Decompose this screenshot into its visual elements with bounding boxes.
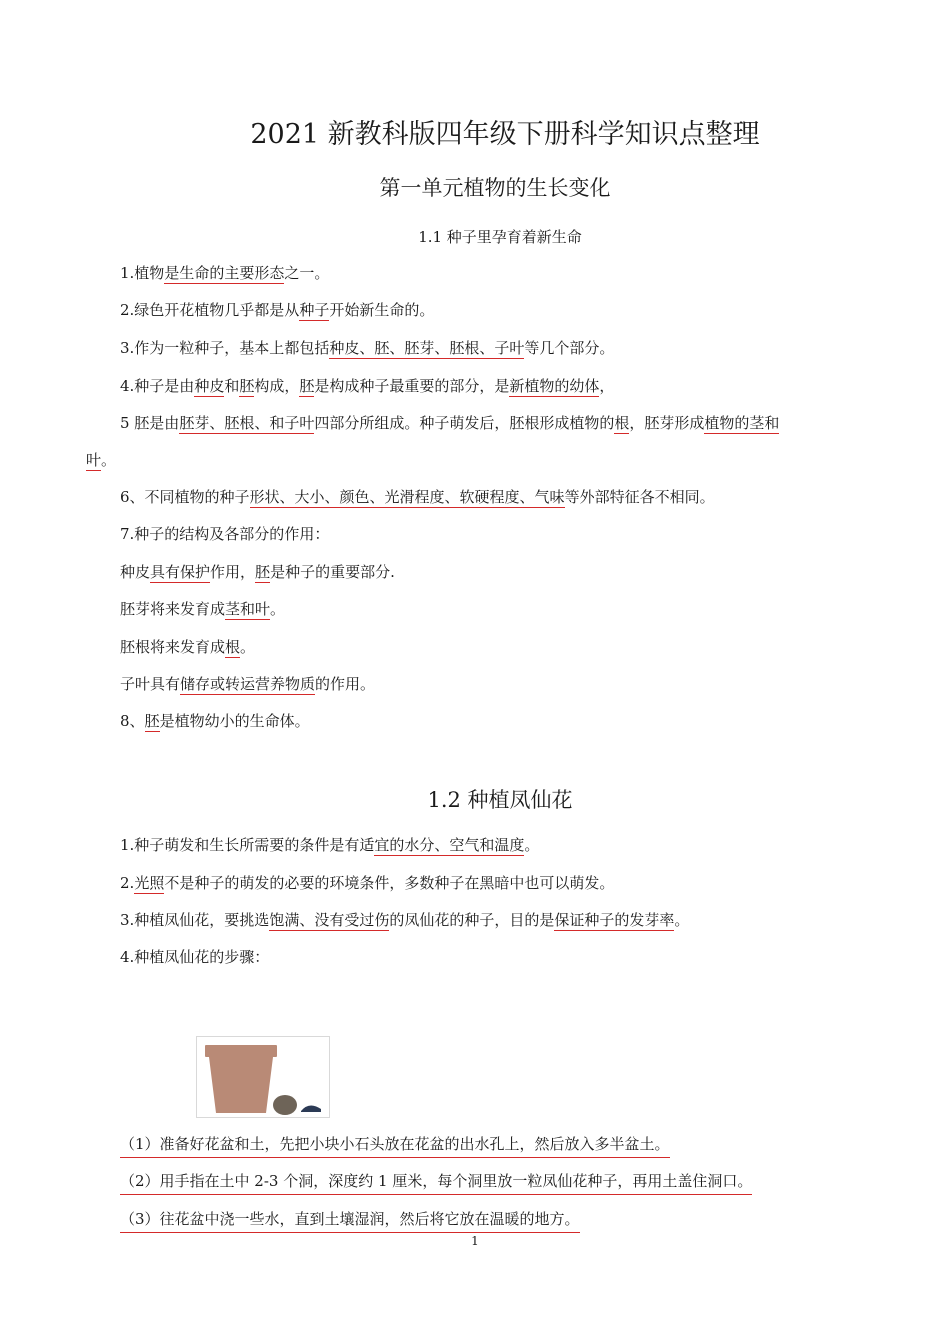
paragraph-1-2: 2.绿色开花植物几乎都是从种子开始新生命的。 <box>120 301 435 319</box>
lesson-2-heading: 1.2 种植凤仙花 <box>427 788 573 812</box>
paragraph-1-1: 1.植物是生命的主要形态之一。 <box>120 264 330 282</box>
page-number: 1 <box>471 1234 479 1248</box>
document-title: 2021 新教科版四年级下册科学知识点整理 <box>250 119 760 150</box>
paragraph-1-5-continued: 叶。 <box>86 451 117 469</box>
paragraph-1-12: 8、胚是植物幼小的生命体。 <box>120 712 310 730</box>
paragraph-2-2: 2.光照不是种子的萌发的必要的环境条件，多数种子在黑暗中也可以萌发。 <box>120 874 615 892</box>
step-1: （1）准备好花盆和土，先把小块小石头放在花盆的出水孔上，然后放入多半盆土。 <box>120 1133 670 1158</box>
paragraph-1-5: 5 胚是由胚芽、胚根、和子叶四部分所组成。种子萌发后，胚根形成植物的根，胚芽形成植物的茎和 <box>120 414 780 432</box>
paragraph-1-7: 7.种子的结构及各部分的作用： <box>120 525 330 543</box>
paragraph-1-8: 种皮具有保护作用，胚是种子的重要部分. <box>120 563 395 581</box>
paragraph-2-3: 3.种植凤仙花，要挑选饱满、没有受过伤的凤仙花的种子，目的是保证种子的发芽率。 <box>120 911 690 929</box>
pot-stone-seeds-icon <box>197 1037 329 1117</box>
pot-body <box>209 1057 273 1113</box>
paragraph-1-4: 4.种子是由种皮和胚构成，胚是构成种子最重要的部分，是新植物的幼体， <box>120 377 615 395</box>
paragraph-1-9: 胚芽将来发育成茎和叶。 <box>120 600 286 618</box>
paragraph-1-6: 6、不同植物的种子形状、大小、颜色、光滑程度、软硬程度、气味等外部特征各不相同。 <box>120 488 715 506</box>
flower-pot-illustration <box>196 1036 330 1118</box>
step-3: （3）往花盆中浇一些水，直到土壤湿润，然后将它放在温暖的地方。 <box>120 1208 580 1233</box>
unit-heading: 第一单元植物的生长变化 <box>379 176 611 200</box>
pot-rim <box>205 1045 277 1057</box>
step-2: （2）用手指在土中 2-3 个洞，深度约 1 厘米，每个洞里放一粒凤仙花种子，再用土盖住洞口。 <box>120 1170 752 1195</box>
seeds-icon <box>301 1105 321 1112</box>
paragraph-2-4: 4.种植凤仙花的步骤： <box>120 948 270 966</box>
stone-icon <box>273 1095 297 1115</box>
paragraph-1-3: 3.作为一粒种子，基本上都包括种皮、胚、胚芽、胚根、子叶等几个部分。 <box>120 339 615 357</box>
paragraph-1-10: 胚根将来发育成根。 <box>120 638 256 656</box>
lesson-1-heading: 1.1 种子里孕育着新生命 <box>418 228 582 246</box>
paragraph-2-1: 1.种子萌发和生长所需要的条件是有适宜的水分、空气和温度。 <box>120 836 540 854</box>
paragraph-1-11: 子叶具有储存或转运营养物质的作用。 <box>120 675 376 693</box>
